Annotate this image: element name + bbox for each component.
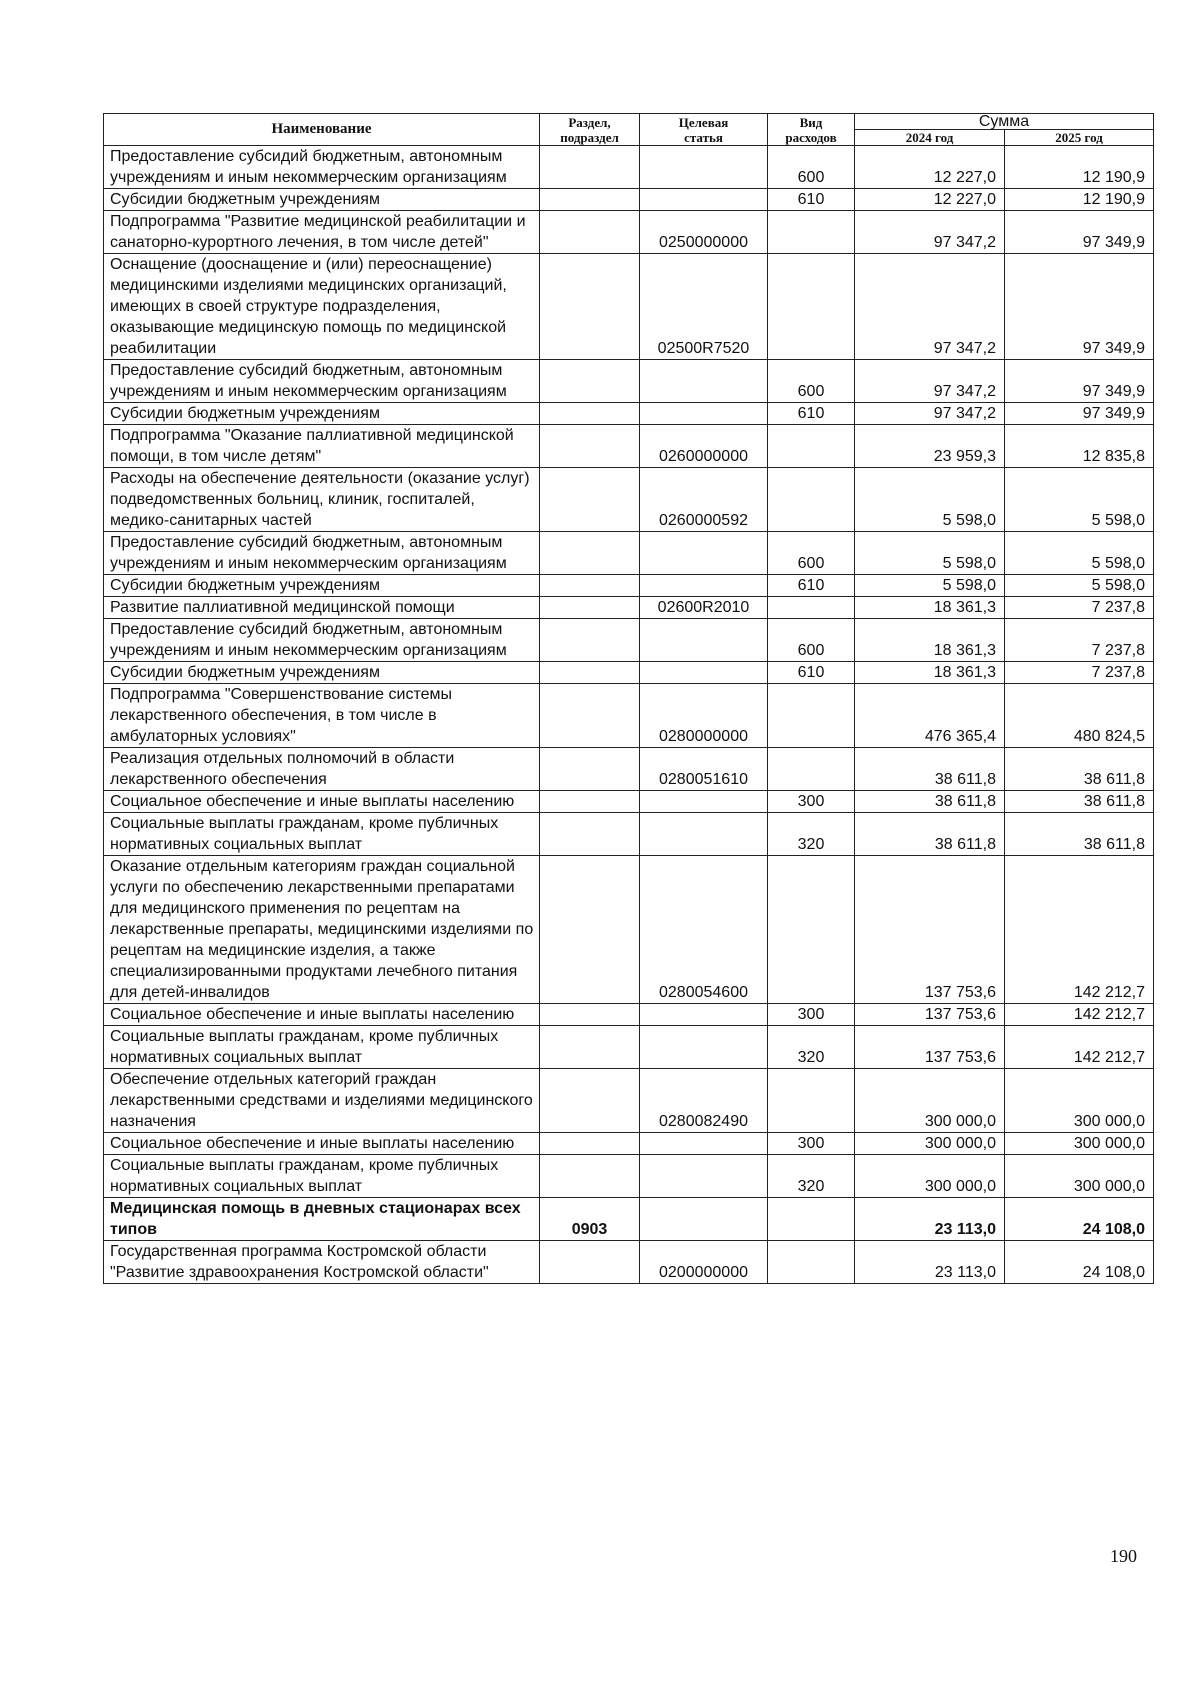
row-sum-2024: 97 347,2 xyxy=(855,403,1005,425)
table-row xyxy=(104,1069,1154,1133)
row-section xyxy=(540,813,640,856)
row-section xyxy=(540,1241,640,1284)
row-sum-2025: 12 190,9 xyxy=(1005,146,1154,189)
row-target: 0200000000 xyxy=(640,1241,768,1284)
row-sum-2025: 480 824,5 xyxy=(1005,684,1154,748)
row-target xyxy=(640,619,768,662)
row-target xyxy=(640,532,768,575)
table-row xyxy=(104,1198,1154,1241)
row-sum-2025: 38 611,8 xyxy=(1005,791,1154,813)
row-name: Социальное обеспечение и иные выплаты населению xyxy=(104,791,540,813)
row-sum-2024: 5 598,0 xyxy=(855,575,1005,597)
row-target xyxy=(640,1198,768,1241)
row-name: Социальное обеспечение и иные выплаты населению xyxy=(104,1133,540,1155)
row-sum-2025: 300 000,0 xyxy=(1005,1155,1154,1198)
table-row xyxy=(104,1155,1154,1198)
row-sum-2025: 97 349,9 xyxy=(1005,360,1154,403)
row-expense: 300 xyxy=(768,1133,855,1155)
row-sum-2024: 38 611,8 xyxy=(855,748,1005,791)
row-sum-2024: 12 227,0 xyxy=(855,189,1005,211)
row-sum-2025: 142 212,7 xyxy=(1005,856,1154,1004)
row-name: Подпрограмма "Совершенствование системы лекарственного обеспечения, в том числе в амбулаторных условиях" xyxy=(104,684,540,748)
table-row xyxy=(104,748,1154,791)
row-sum-2025: 24 108,0 xyxy=(1005,1198,1154,1241)
row-section xyxy=(540,360,640,403)
table-row xyxy=(104,189,1154,211)
row-name: Обеспечение отдельных категорий граждан лекарственными средствами и изделиями медицинского назначения xyxy=(104,1069,540,1133)
header-section-line2: подраздел xyxy=(560,129,619,145)
table-row xyxy=(104,1004,1154,1026)
row-sum-2025: 142 212,7 xyxy=(1005,1026,1154,1069)
row-name: Подпрограмма "Развитие медицинской реабилитации и санаторно-курортного лечения, в том числе детей" xyxy=(104,211,540,254)
row-expense xyxy=(768,1241,855,1284)
header-year-2024: 2024 год xyxy=(855,130,1005,146)
row-sum-2024: 23 113,0 xyxy=(855,1241,1005,1284)
row-name: Подпрограмма "Оказание паллиативной медицинской помощи, в том числе детям" xyxy=(104,425,540,468)
row-expense: 320 xyxy=(768,1155,855,1198)
header-name: Наименование xyxy=(104,114,540,146)
row-sum-2025: 38 611,8 xyxy=(1005,813,1154,856)
table-row xyxy=(104,1241,1154,1284)
row-sum-2025: 12 835,8 xyxy=(1005,425,1154,468)
row-sum-2025: 300 000,0 xyxy=(1005,1069,1154,1133)
row-expense xyxy=(768,468,855,532)
row-sum-2025: 5 598,0 xyxy=(1005,575,1154,597)
page-number: 190 xyxy=(1110,1546,1137,1566)
row-section xyxy=(540,748,640,791)
row-target xyxy=(640,662,768,684)
row-sum-2024: 137 753,6 xyxy=(855,1004,1005,1026)
row-name: Оказание отдельным категориям граждан социальной услуги по обеспечению лекарственными препаратами для медицинского применения по рецептам на лекарственные препараты, медицинскими изделиями по рецептам на медицинские изделия, а также специализированными продуктами лечебного питания для детей-инвалидов xyxy=(104,856,540,1004)
row-expense: 320 xyxy=(768,813,855,856)
row-name: Субсидии бюджетным учреждениям xyxy=(104,403,540,425)
row-sum-2024: 23 113,0 xyxy=(855,1198,1005,1241)
row-expense: 300 xyxy=(768,1004,855,1026)
row-name: Предоставление субсидий бюджетным, автономным учреждениям и иным некоммерческим организациям xyxy=(104,532,540,575)
table-row xyxy=(104,1026,1154,1069)
row-section xyxy=(540,619,640,662)
row-sum-2025: 300 000,0 xyxy=(1005,1133,1154,1155)
table-row xyxy=(104,619,1154,662)
row-section xyxy=(540,425,640,468)
row-target: 0260000592 xyxy=(640,468,768,532)
table-header xyxy=(104,114,1154,146)
row-target: 0260000000 xyxy=(640,425,768,468)
row-target: 0280082490 xyxy=(640,1069,768,1133)
row-target xyxy=(640,791,768,813)
row-section xyxy=(540,575,640,597)
row-expense xyxy=(768,856,855,1004)
row-sum-2025: 38 611,8 xyxy=(1005,748,1154,791)
row-target xyxy=(640,1026,768,1069)
row-expense xyxy=(768,211,855,254)
table-row xyxy=(104,684,1154,748)
row-section xyxy=(540,791,640,813)
table-row xyxy=(104,597,1154,619)
table-row xyxy=(104,856,1154,1004)
row-target xyxy=(640,189,768,211)
row-name: Субсидии бюджетным учреждениям xyxy=(104,662,540,684)
table-row xyxy=(104,813,1154,856)
table-body xyxy=(104,146,1154,1284)
header-expense-line2: расходов xyxy=(785,129,837,145)
row-sum-2024: 137 753,6 xyxy=(855,1026,1005,1069)
table-row xyxy=(104,1133,1154,1155)
header-sum: Сумма xyxy=(855,114,1154,130)
row-section xyxy=(540,1133,640,1155)
row-sum-2025: 97 349,9 xyxy=(1005,403,1154,425)
row-section xyxy=(540,146,640,189)
row-sum-2024: 137 753,6 xyxy=(855,856,1005,1004)
row-target xyxy=(640,403,768,425)
row-name: Социальные выплаты гражданам, кроме публичных нормативных социальных выплат xyxy=(104,1155,540,1198)
row-target xyxy=(640,146,768,189)
row-sum-2025: 5 598,0 xyxy=(1005,532,1154,575)
row-section xyxy=(540,468,640,532)
row-sum-2025: 24 108,0 xyxy=(1005,1241,1154,1284)
row-name: Медицинская помощь в дневных стационарах всех типов xyxy=(104,1198,540,1241)
header-target-line2: статья xyxy=(684,129,723,145)
row-sum-2025: 7 237,8 xyxy=(1005,619,1154,662)
row-target: 0280054600 xyxy=(640,856,768,1004)
table-row xyxy=(104,360,1154,403)
table-row xyxy=(104,468,1154,532)
row-section xyxy=(540,597,640,619)
row-target: 0280051610 xyxy=(640,748,768,791)
row-section xyxy=(540,254,640,360)
row-name: Субсидии бюджетным учреждениям xyxy=(104,189,540,211)
row-sum-2024: 18 361,3 xyxy=(855,597,1005,619)
header-year-2025: 2025 год xyxy=(1005,130,1154,146)
row-sum-2024: 97 347,2 xyxy=(855,254,1005,360)
row-target: 0250000000 xyxy=(640,211,768,254)
header-target-line1: Целевая xyxy=(678,114,729,130)
row-section xyxy=(540,532,640,575)
row-sum-2024: 5 598,0 xyxy=(855,532,1005,575)
row-sum-2025: 5 598,0 xyxy=(1005,468,1154,532)
header-target xyxy=(640,114,768,146)
row-section xyxy=(540,1004,640,1026)
row-section xyxy=(540,662,640,684)
row-sum-2024: 38 611,8 xyxy=(855,813,1005,856)
row-expense: 610 xyxy=(768,575,855,597)
row-section xyxy=(540,403,640,425)
row-sum-2025: 142 212,7 xyxy=(1005,1004,1154,1026)
row-target: 0280000000 xyxy=(640,684,768,748)
row-expense: 600 xyxy=(768,360,855,403)
row-sum-2024: 5 598,0 xyxy=(855,468,1005,532)
row-sum-2024: 18 361,3 xyxy=(855,619,1005,662)
row-sum-2024: 23 959,3 xyxy=(855,425,1005,468)
row-name: Расходы на обеспечение деятельности (оказание услуг) подведомственных больниц, клиник, госпиталей, медико-санитарных частей xyxy=(104,468,540,532)
row-target xyxy=(640,1133,768,1155)
table-row xyxy=(104,662,1154,684)
table-row xyxy=(104,425,1154,468)
table-row xyxy=(104,211,1154,254)
row-name: Социальное обеспечение и иные выплаты населению xyxy=(104,1004,540,1026)
row-sum-2024: 300 000,0 xyxy=(855,1133,1005,1155)
row-section: 0903 xyxy=(540,1198,640,1241)
row-expense xyxy=(768,254,855,360)
row-name: Предоставление субсидий бюджетным, автономным учреждениям и иным некоммерческим организациям xyxy=(104,360,540,403)
row-target xyxy=(640,813,768,856)
row-expense: 600 xyxy=(768,146,855,189)
row-expense: 320 xyxy=(768,1026,855,1069)
row-sum-2024: 38 611,8 xyxy=(855,791,1005,813)
table-row xyxy=(104,532,1154,575)
row-name: Социальные выплаты гражданам, кроме публичных нормативных социальных выплат xyxy=(104,813,540,856)
row-sum-2025: 97 349,9 xyxy=(1005,211,1154,254)
table-row xyxy=(104,575,1154,597)
header-section-line1: Раздел, xyxy=(568,114,611,130)
row-section xyxy=(540,211,640,254)
row-target: 02500R7520 xyxy=(640,254,768,360)
header-expense xyxy=(768,114,855,146)
row-sum-2025: 97 349,9 xyxy=(1005,254,1154,360)
row-section xyxy=(540,1026,640,1069)
row-sum-2024: 476 365,4 xyxy=(855,684,1005,748)
row-expense xyxy=(768,748,855,791)
table-row xyxy=(104,254,1154,360)
row-name: Развитие паллиативной медицинской помощи xyxy=(104,597,540,619)
row-name: Реализация отдельных полномочий в области лекарственного обеспечения xyxy=(104,748,540,791)
row-expense xyxy=(768,1198,855,1241)
row-expense xyxy=(768,1069,855,1133)
row-target: 02600R2010 xyxy=(640,597,768,619)
header-section xyxy=(540,114,640,146)
row-section xyxy=(540,1155,640,1198)
row-sum-2025: 12 190,9 xyxy=(1005,189,1154,211)
table-row xyxy=(104,146,1154,189)
row-name: Государственная программа Костромской области "Развитие здравоохранения Костромской области" xyxy=(104,1241,540,1284)
row-name: Субсидии бюджетным учреждениям xyxy=(104,575,540,597)
row-sum-2025: 7 237,8 xyxy=(1005,597,1154,619)
budget-table xyxy=(103,113,1154,1284)
row-name: Оснащение (дооснащение и (или) переоснащение) медицинскими изделиями медицинских организаций, имеющих в своей структуре подразделения, оказывающие медицинскую помощь по медицинской реабилитации xyxy=(104,254,540,360)
row-target xyxy=(640,1004,768,1026)
row-expense xyxy=(768,425,855,468)
row-expense xyxy=(768,684,855,748)
row-expense: 600 xyxy=(768,619,855,662)
row-name: Предоставление субсидий бюджетным, автономным учреждениям и иным некоммерческим организациям xyxy=(104,619,540,662)
row-sum-2025: 7 237,8 xyxy=(1005,662,1154,684)
row-sum-2024: 18 361,3 xyxy=(855,662,1005,684)
row-section xyxy=(540,189,640,211)
row-section xyxy=(540,1069,640,1133)
row-sum-2024: 300 000,0 xyxy=(855,1069,1005,1133)
row-sum-2024: 12 227,0 xyxy=(855,146,1005,189)
row-sum-2024: 97 347,2 xyxy=(855,360,1005,403)
table-row xyxy=(104,403,1154,425)
row-sum-2024: 300 000,0 xyxy=(855,1155,1005,1198)
row-expense: 600 xyxy=(768,532,855,575)
row-expense: 300 xyxy=(768,791,855,813)
row-expense: 610 xyxy=(768,189,855,211)
table-row xyxy=(104,791,1154,813)
row-target xyxy=(640,360,768,403)
row-name: Предоставление субсидий бюджетным, автономным учреждениям и иным некоммерческим организациям xyxy=(104,146,540,189)
row-sum-2024: 97 347,2 xyxy=(855,211,1005,254)
row-name: Социальные выплаты гражданам, кроме публичных нормативных социальных выплат xyxy=(104,1026,540,1069)
row-section xyxy=(540,856,640,1004)
row-expense: 610 xyxy=(768,662,855,684)
header-expense-line1: Вид xyxy=(799,114,823,130)
row-expense xyxy=(768,597,855,619)
row-target xyxy=(640,575,768,597)
row-target xyxy=(640,1155,768,1198)
row-expense: 610 xyxy=(768,403,855,425)
row-section xyxy=(540,684,640,748)
